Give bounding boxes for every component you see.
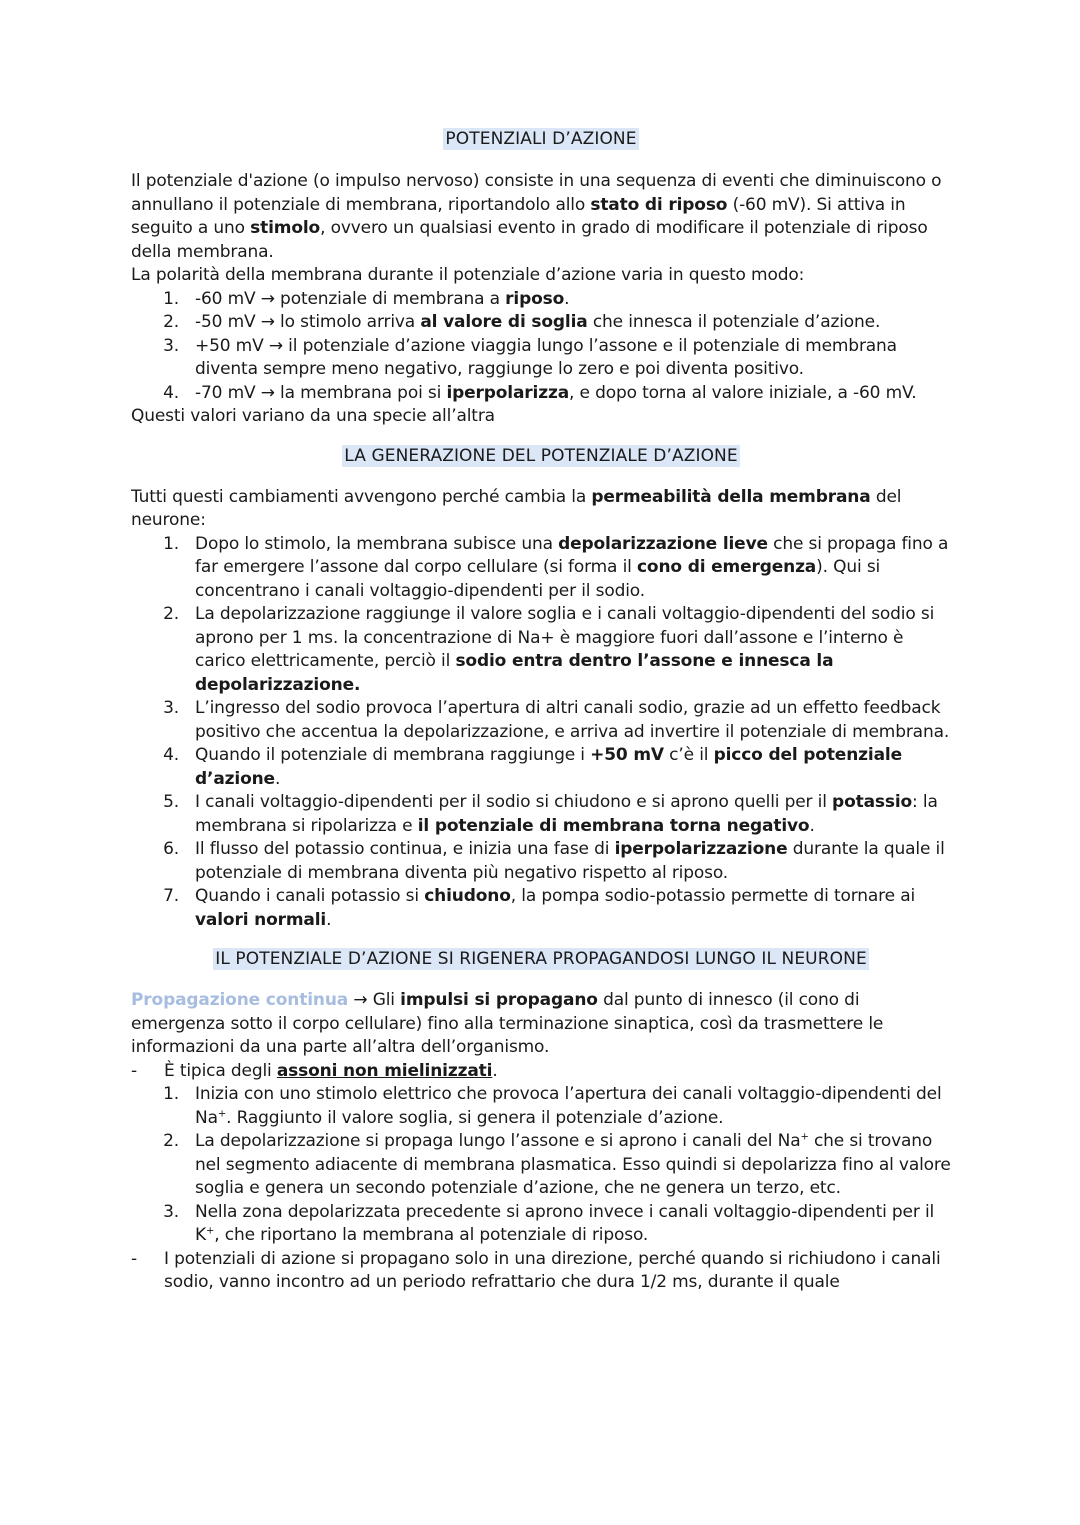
text-run: -60 mV → potenziale di membrana a (195, 288, 506, 309)
text-run: durante la quale il potenziale di membrana diventa più negativo rispetto al riposo. (195, 839, 945, 883)
text-run: Inizia con uno stimolo elettrico che provoca l’apertura dei canali voltaggio-dipendenti del Na (195, 1084, 942, 1128)
text-run: Quando i canali potassio si (195, 886, 425, 906)
text-run: : la membrana si ripolarizza e (195, 792, 938, 836)
text-run: Il potenziale d'azione (o impulso nervoso) consiste in una sequenza di eventi che diminuiscono o annullano il potenziale di membrana, riportandolo allo (131, 171, 942, 215)
bullet-item (131, 1248, 951, 1295)
text-run: -50 mV → lo stimolo arriva (195, 312, 421, 332)
accent-term: Propagazione continua (131, 990, 349, 1010)
generation-list (131, 533, 951, 933)
text-run: . (492, 1060, 498, 1081)
text-run: I canali voltaggio-dipendenti per il sodio si chiudono e si aprono quelli per il (195, 792, 833, 812)
list-item-text (195, 289, 569, 309)
bullet-item (131, 1060, 951, 1084)
document-page (131, 128, 951, 1295)
text-run: che si propaga fino a far emergere l’assone dal corpo cellulare (si forma il (195, 533, 949, 577)
list-item (131, 1130, 951, 1201)
list-item (131, 697, 951, 744)
bullet-text (164, 1249, 941, 1293)
text-run: che si trovano nel segmento adiacente di membrana plasmatica. Esso quindi si depolarizza fino al valore soglia e genera un secondo potenziale d’azione, che ne genera un terzo, etc. (195, 1131, 951, 1198)
text-run: (-60 mV). Si attiva in seguito a uno (131, 194, 906, 238)
section-title-wrap (131, 445, 951, 467)
bold-text: riposo (505, 288, 565, 309)
list-item-text (195, 839, 945, 883)
list-item (131, 335, 951, 382)
list-item-text (195, 745, 902, 789)
list-item-text (195, 1131, 951, 1198)
list-item (131, 1083, 951, 1130)
superscript: + (800, 1131, 809, 1143)
list-number: 2. (163, 604, 179, 624)
list-item-text (195, 792, 938, 836)
list-item (131, 533, 951, 604)
text-run: . Raggiunto il valore soglia, si genera il potenziale d’azione. (226, 1107, 724, 1128)
list-item-text (195, 534, 948, 601)
closing-note: Questi valori variano da una specie all’altra (131, 406, 495, 426)
list-item (131, 885, 951, 932)
list-number: 6. (163, 839, 179, 859)
list-number: 3. (163, 698, 179, 718)
text-run: . (564, 288, 570, 309)
list-number: 1. (163, 1084, 179, 1104)
list-item (131, 311, 951, 335)
bold-text: sodio entra dentro l’assone e innesca la depolarizzazione. (195, 651, 834, 695)
bold-text: stato di riposo (590, 194, 728, 215)
text-run: dal punto di innesco (il cono di emergenza sotto il corpo cellulare) fino alla terminazione sinaptica, così da trasmettere le informazioni da una parte all’altra dell’organismo. (131, 990, 884, 1057)
text-run: Nella zona depolarizzata precedente si aprono invece i canali voltaggio-dipendenti per il K (195, 1201, 935, 1245)
text-run: , ovvero un qualsiasi evento in grado di modificare il potenziale di riposo della membrana. (131, 218, 928, 262)
dash-marker: - (131, 1060, 137, 1081)
list-number: 2. (163, 1131, 179, 1151)
polarity-list (131, 288, 951, 406)
bold-text: iperpolarizzazione (614, 839, 788, 859)
bold-text: permeabilità della membrana (591, 486, 871, 507)
intro-paragraph (131, 170, 951, 264)
bold-text: chiudono (424, 886, 511, 906)
list-item (131, 382, 951, 406)
text-run: +50 mV → il potenziale d’azione viaggia lungo l’assone e il potenziale di membrana diventa sempre meno negativo, raggiunge lo zero e poi diventa positivo. (195, 335, 897, 379)
text-run: Dopo lo stimolo, la membrana subisce una (195, 533, 559, 554)
section-title-wrap (131, 128, 951, 150)
list-item-text (195, 383, 917, 403)
list-item (131, 288, 951, 312)
list-item (131, 791, 951, 838)
list-item (131, 838, 951, 885)
section-title-potenziali: POTENZIALI D’AZIONE (445, 129, 637, 149)
generation-intro (131, 486, 951, 533)
section-title-rigenera: IL POTENZIALE D’AZIONE SI RIGENERA PROPAGANDOSI LUNGO IL NEURONE (215, 949, 867, 969)
section-title-wrap (131, 948, 951, 970)
text-run: . (326, 909, 332, 930)
bold-text: al valore di soglia (420, 312, 588, 332)
bold-text: il potenziale di membrana torna negativo (417, 815, 810, 836)
superscript: + (217, 1107, 227, 1119)
text-run: , la pompa sodio-potassio permette di tornare ai (510, 886, 916, 906)
text-run: L’ingresso del sodio provoca l’apertura di altri canali sodio, grazie ad un effetto feedback positivo che accentua la depolarizzazione, e arriva ad invertire il potenziale di membrana. (195, 698, 950, 742)
text-run: -70 mV → la membrana poi si (195, 382, 447, 403)
bold-text: potassio (832, 792, 913, 812)
bold-text: stimolo (250, 218, 321, 238)
superscript: + (206, 1225, 215, 1237)
text-run: ). Qui si concentrano i canali voltaggio-dipendenti per il sodio. (195, 557, 881, 601)
bold-text: iperpolarizza (446, 382, 570, 403)
list-item (131, 744, 951, 791)
underlined-text: assoni non mielinizzati (276, 1060, 493, 1081)
text-run: La depolarizzazione si propaga lungo l’assone e si aprono i canali del Na (195, 1131, 801, 1151)
list-item-text (195, 698, 949, 742)
text-run: È tipica degli (164, 1060, 277, 1081)
bold-text: picco del potenziale d’azione (195, 745, 902, 789)
section-title-generazione: LA GENERAZIONE DEL POTENZIALE D’AZIONE (344, 445, 738, 466)
list-item-text (195, 1202, 934, 1246)
bold-text: depolarizzazione lieve (558, 533, 768, 554)
text-run: , e dopo torna al valore iniziale, a -60 mV. (569, 382, 917, 403)
list-item-text (195, 886, 915, 930)
text-run: che innesca il potenziale d’azione. (587, 312, 881, 332)
text-run: . (274, 768, 281, 789)
text-run: , che riportano la membrana al potenziale di riposo. (214, 1225, 649, 1245)
text-run: La depolarizzazione raggiunge il valore soglia e i canali voltaggio-dipendenti del sodio si aprono per 1 ms. la concentrazione di Na+ è maggiore fuori dall’assone e l’interno è carico elettricamente, perciò il (195, 604, 935, 671)
text-run: I potenziali di azione si propagano solo in una direzione, perché quando si richiudono i canali sodio, vanno incontro ad un periodo refrattario che dura 1/2 ms, durante il quale (164, 1248, 941, 1292)
list-number: 7. (163, 886, 179, 906)
text-run: Il flusso del potassio continua, e inizia una fase di (195, 839, 615, 859)
list-item (131, 603, 951, 697)
list-number: 4. (163, 745, 179, 765)
list-number: 1. (163, 288, 179, 309)
list-item-text (195, 336, 897, 380)
list-item (131, 1201, 951, 1248)
list-number: 2. (163, 312, 179, 332)
text-run: Tutti questi cambiamenti avvengono perché cambia la (131, 486, 592, 507)
list-number: 3. (163, 335, 179, 356)
text-run: . (809, 815, 815, 836)
propagation-intro (131, 989, 951, 1060)
list-item-text (195, 604, 934, 695)
bullet-text (164, 1061, 498, 1081)
text-run: Quando il potenziale di membrana raggiunge i (195, 745, 591, 765)
list-number: 5. (163, 792, 179, 812)
polarity-intro: La polarità della membrana durante il potenziale d’azione varia in questo modo: (131, 265, 805, 285)
list-number: 1. (163, 533, 179, 554)
list-item-text (195, 1084, 942, 1128)
propagation-list (131, 1083, 951, 1248)
list-item-text (195, 312, 880, 332)
text-run: c’è il (663, 745, 714, 765)
bold-text: impulsi si propagano (400, 990, 598, 1010)
bold-text: +50 mV (590, 745, 664, 765)
bold-text: valori normali (195, 909, 327, 930)
text-run: → Gli (348, 990, 401, 1010)
dash-marker: - (131, 1248, 137, 1269)
bold-text: cono di emergenza (636, 557, 817, 577)
list-number: 3. (163, 1201, 179, 1222)
text-run: del neurone: (131, 486, 902, 530)
list-number: 4. (163, 382, 179, 403)
